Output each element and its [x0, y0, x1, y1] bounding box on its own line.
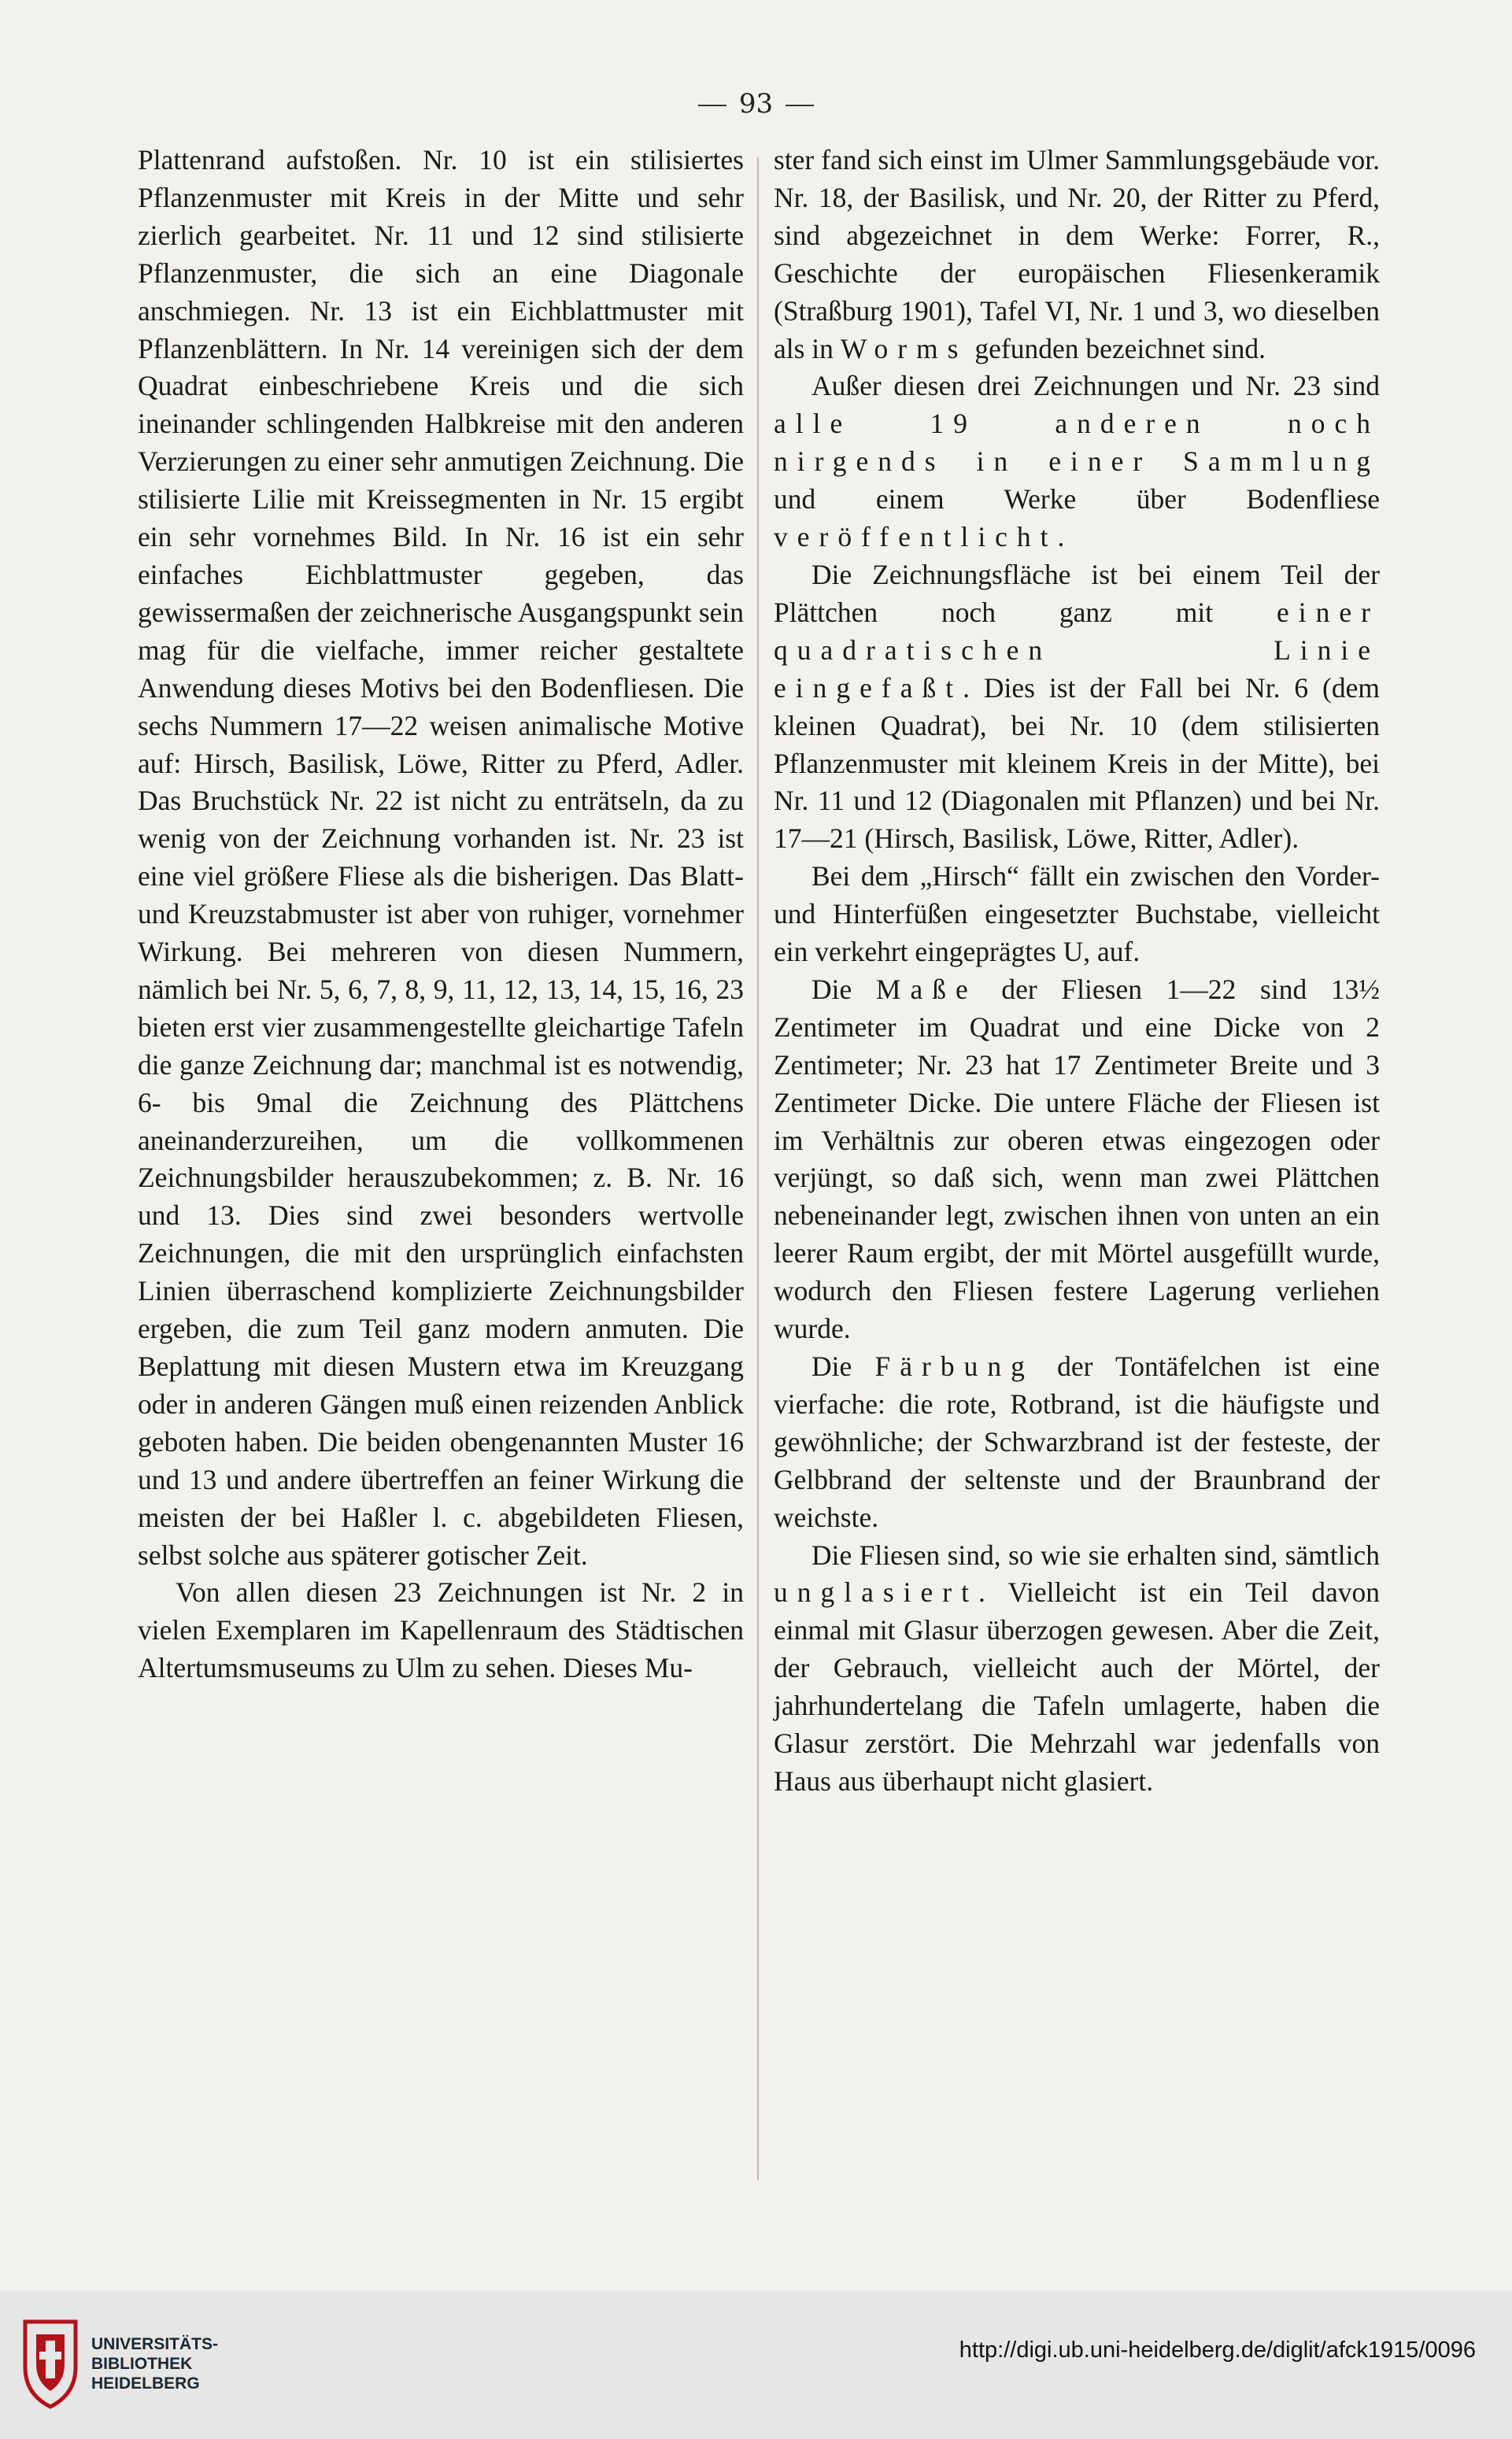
left-paragraph-2: Von allen diesen 23 Zeichnungen ist Nr. 2 in vielen Exemplaren im Kapellenraum des Städtischen Altertumsmuseums zu Ulm zu sehen. Dieses Mu- — [138, 1576, 744, 1684]
university-seal-icon — [17, 2317, 83, 2410]
right-column — [774, 142, 1380, 1801]
left-column — [138, 142, 744, 1687]
left-paragraph-1: Plattenrand aufstoßen. Nr. 10 ist ein stilisiertes Pflanzenmuster mit Kreis in der Mitte und sehr zierlich gearbeitet. Nr. 11 und 12 sind stilisierte Pflanzenmuster, die sich an eine Diagonale anschmiegen. Nr. 13 ist ein Eichblattmuster mit Pflanzenblättern. In Nr. 14 vereinigen sich der dem Quadrat einbeschriebene Kreis und die sich ineinander schlingenden Halbkreise mit den anderen Verzierungen zu einer sehr anmutigen Zeichnung. Die stilisierte Lilie mit Kreissegmenten in Nr. 15 ergibt ein sehr vornehmes Bild. In Nr. 16 ist ein sehr einfaches Eichblattmuster gegeben, das gewissermaßen der zeichnerische Ausgangspunkt sein mag für die vielfache, immer reicher gestaltete Anwendung dieses Motivs bei den Bodenfliesen. Die sechs Nummern 17—22 weisen animalische Motive auf: Hirsch, Basilisk, Löwe, Ritter zu Pferd, Adler. Das Bruchstück Nr. 22 ist nicht zu enträtseln, da zu wenig von der Zeichnung vorhanden ist. Nr. 23 ist eine viel größere Fliese als die bisherigen. Das Blatt- und Kreuzstabmuster ist aber von ruhiger, vornehmer Wirkung. Bei mehreren von diesen Nummern, nämlich bei Nr. 5, 6, 7, 8, 9, 11, 12, 13, 14, 15, 16, 23 bieten erst vier zusammengestellte gleichartige Tafeln die ganze Zeichnung dar; manchmal ist es notwendig, 6- bis 9mal die Zeichnung des Plättchens aneinanderzureihen, um die vollkommenen Zeichnungsbilder herauszubekommen; z. B. Nr. 16 und 13. Dies sind zwei besonders wertvolle Zeichnungen, die mit den ursprünglich einfachsten Linien überraschend komplizierte Zeichnungsbilder ergeben, die zum Teil ganz modern anmuten. Die Beplattung mit diesen Mustern etwa im Kreuzgang oder in anderen Gängen muß einen reizenden Anblick geboten haben. Die beiden obengenannten Muster 16 und 13 und andere übertreffen an feiner Wirkung die meisten der bei Haßler l. c. abgebildeten Fliesen, selbst solche aus späterer gotischer Zeit. — [138, 144, 744, 1571]
source-url-link[interactable]: http://digi.ub.uni-heidelberg.de/diglit/afck1915/0096 — [959, 2337, 1476, 2363]
institution-line-2: BIBLIOTHEK — [91, 2355, 193, 2373]
digitization-footer — [0, 2290, 1512, 2439]
right-paragraph-3: Die Zeichnungsfläche ist bei einem Teil der Plättchen noch ganz mit einer quadratischen Linie eingefaßt. Dies ist der Fall bei Nr. 6 (dem kleinen Quadrat), bei Nr. 10 (dem stilisierten Pflanzenmuster mit kleinem Kreis in der Mitte), bei Nr. 11 und 12 (Diagonalen mit Pflanzen) und bei Nr. 17—21 (Hirsch, Basilisk, Löwe, Ritter, Adler). — [774, 558, 1380, 855]
institution-line-1: UNIVERSITÄTS- — [91, 2335, 219, 2353]
right-paragraph-5: Die Maße der Fliesen 1—22 sind 13½ Zentimeter im Quadrat und eine Dicke von 2 Zentimeter; Nr. 23 hat 17 Zentimeter Breite und 3 Zentimeter Dicke. Die untere Fläche der Fliesen ist im Verhältnis zur oberen etwas eingezogen oder verjüngt, so daß sich, wenn man zwei Plättchen nebeneinander legt, zwischen ihnen von unten an ein leerer Raum ergibt, der mit Mörtel ausgefüllt wurde, wodurch den Fliesen festere Lagerung verliehen wurde. — [774, 973, 1380, 1345]
dash-left — [698, 105, 726, 106]
page-number — [0, 88, 1512, 120]
institution-name — [91, 2334, 218, 2393]
right-paragraph-2: Außer diesen drei Zeichnungen und Nr. 23 sind alle 19 anderen noch nirgends in einer Sammlung und einem Werke über Bodenfliese veröffentlicht. — [774, 370, 1380, 553]
institution-line-3: HEIDELBERG — [91, 2374, 200, 2393]
right-paragraph-4: Bei dem „Hirsch“ fällt ein zwischen den Vorder- und Hinterfüßen eingesetzter Buchstabe, vielleicht ein verkehrt eingeprägtes U, auf. — [774, 860, 1380, 968]
page-number-text: 93 — [738, 88, 774, 120]
right-paragraph-7: Die Fliesen sind, so wie sie erhalten sind, sämtlich unglasiert. Vielleicht ist ein Teil davon einmal mit Glasur überzogen gewesen. Aber die Zeit, der Gebrauch, vielleicht auch der Mörtel, der jahrhundertelang die Tafeln umlagerte, haben die Glasur zerstört. Die Mehrzahl war jedenfalls von Haus aus überhaupt nicht glasiert. — [774, 1539, 1380, 1797]
right-paragraph-6: Die Färbung der Tontäfelchen ist eine vierfache: die rote, Rotbrand, ist die häufigste und gewöhnliche; der Schwarzbrand ist der festeste, der Gelbbrand der seltenste und der Braunbrand der weichste. — [774, 1351, 1380, 1533]
right-paragraph-1: ster fand sich einst im Ulmer Sammlungsgebäude vor. Nr. 18, der Basilisk, und Nr. 20, der Ritter zu Pferd, sind abgezeichnet in dem Werke: Forrer, R., Geschichte der europäischen Fliesenkeramik (Straßburg 1901), Tafel VI, Nr. 1 und 3, wo dieselben als in Worms gefunden bezeichnet sind. — [774, 144, 1380, 364]
dash-right — [786, 105, 814, 106]
column-divider — [757, 157, 759, 2180]
